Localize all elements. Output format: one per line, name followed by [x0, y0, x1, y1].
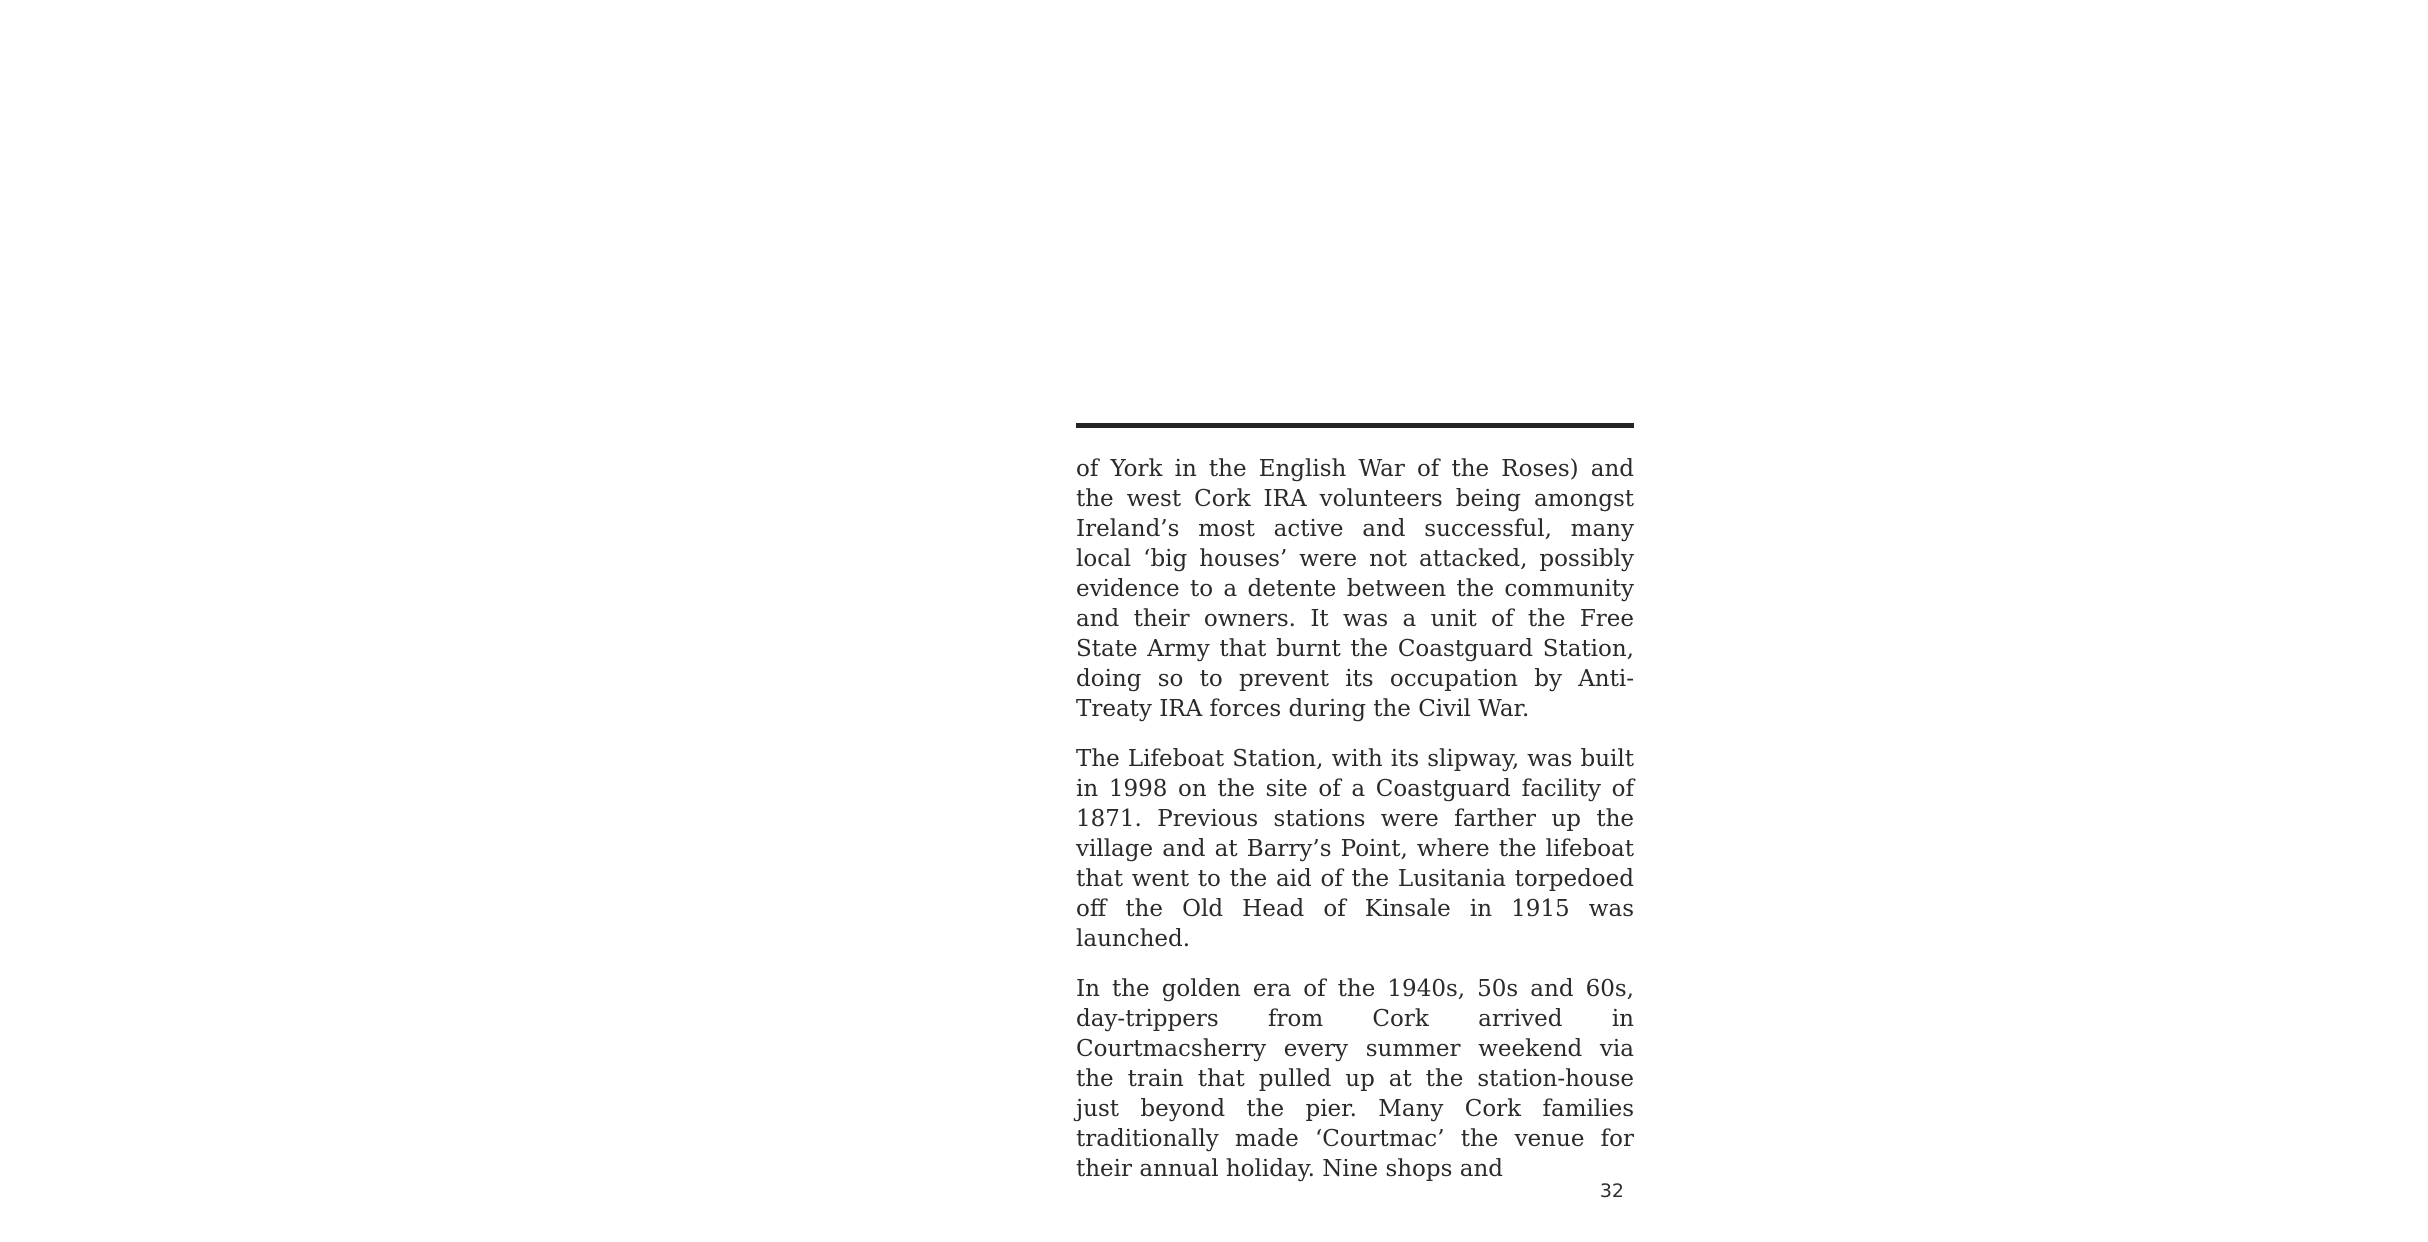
paragraph-2: The Lifeboat Station, with its slipway, was built in 1998 on the site of a Coastguard facility of 1871. Previous stations were farther up the village and at Barry’s Point, where the lifeboat that went to the aid of the Lusitania torpedoed off the Old Head of Kinsale in 1915 was launched. [1076, 746, 1634, 952]
paragraph-3: In the golden era of the 1940s, 50s and 60s, day-trippers from Cork arrived in Courtmacsherry every summer weekend via the train that pulled up at the station-house just beyond the pier. Many Cork families traditionally made ‘Courtmac’ the venue for their annual holiday. Nine shops and [1076, 976, 1634, 1182]
page-number: 32 [1599, 1180, 1624, 1202]
text-column [1076, 423, 1634, 1184]
paragraph-1: of York in the English War of the Roses) and the west Cork IRA volunteers being amongst Ireland’s most active and successful, many local ‘big houses’ were not attacked, possibly evidence to a detente between the community and their owners. It was a unit of the Free State Army that burnt the Coastguard Station, doing so to prevent its occupation by Anti-Treaty IRA forces during the Civil War. [1076, 456, 1634, 722]
section-divider-rule [1076, 423, 1634, 428]
